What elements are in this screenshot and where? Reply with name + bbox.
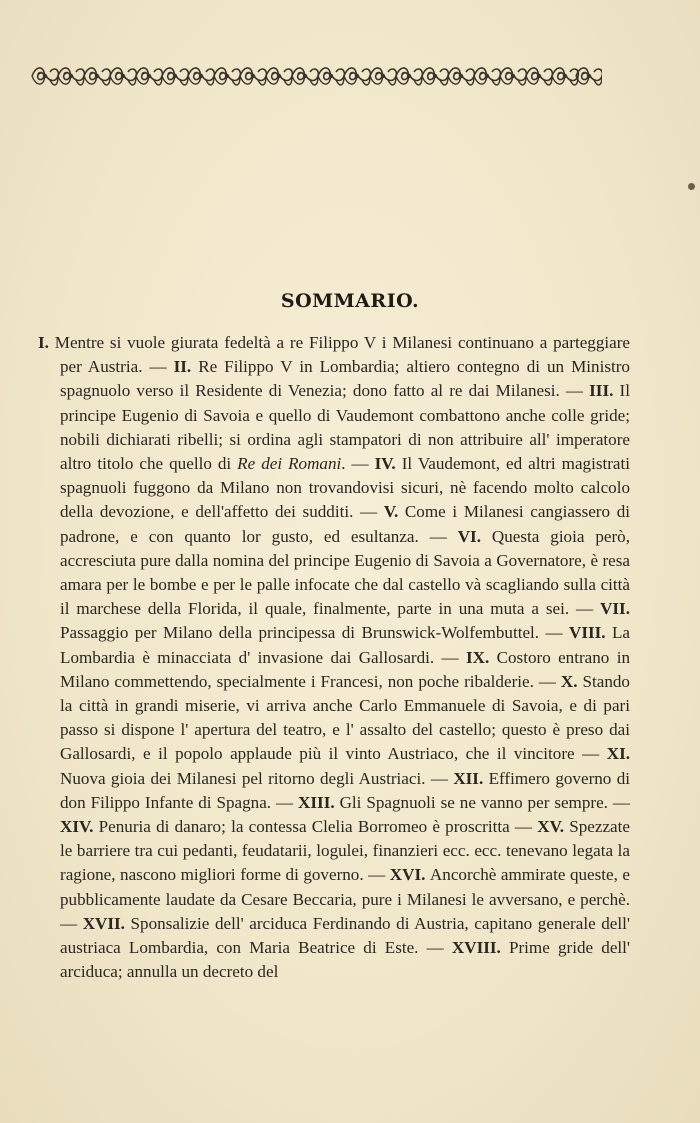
italic-title-text: Re dei Romani	[237, 454, 342, 474]
summary-text: Ancorchè ammirate queste, e pubblicamente laudate da Cesare Beccaria, pure i Milanesi le avversano, e perchè. —	[60, 865, 631, 933]
section-number: XIV.	[60, 817, 99, 837]
section-number: X.	[560, 671, 583, 691]
section-number: II.	[173, 357, 199, 377]
summary-text: Sponsalizie dell' arciduca Ferdinando di Austria, capitano generale dell' austriaca Lombardia, con Maria Beatrice di Este. —	[60, 913, 630, 958]
section-number: VII.	[600, 599, 630, 619]
section-number: XII.	[453, 768, 489, 788]
summary-text: Penuria di danaro; la contessa Clelia Borromeo è proscritta —	[98, 817, 538, 837]
section-number: XI.	[606, 744, 630, 764]
section-number: XIII.	[298, 792, 340, 812]
summary-text: Nuova gioia dei Milanesi pel ritorno degli Austriaci. —	[60, 768, 454, 788]
section-number: XVIII.	[451, 938, 509, 958]
summary-text: Mentre si vuole giurata fedeltà a re Filippo V i Milanesi continuano a parteggiare per Austria. —	[54, 333, 630, 377]
section-number: V.	[383, 502, 405, 522]
section-number: III.	[589, 381, 620, 401]
section-number: IV.	[374, 454, 402, 474]
section-number: VI.	[457, 526, 492, 546]
summary-text: La Lombardia è minacciata d' invasione dai Gallosardi. —	[60, 623, 630, 667]
section-title: SOMMARIO.	[280, 290, 420, 312]
summary-text: Il principe Eugenio di Savoia e quello di Vaudemont combattono anche colle gride; nobili dichiarati ribelli; si ordina agli stampatori di non attribuire all' imperatore altro titolo che quello di	[60, 381, 630, 474]
section-number: I.	[38, 333, 55, 352]
summary-text: Il Vaudemont, ed altri magistrati spagnuoli fuggono da Milano non trovandovisi sicuri, nè facendo molto calcolo della devozione, e dell'affetto dei sudditi. —	[60, 454, 631, 522]
summary-text: Stando la città in grandi miserie, vi arriva anche Carlo Emmanuele di Savoia, e di pari passo si dispone l' apertura del teatro, e l' assalto del castello; questo è preso dai Gallosardi, e il popolo applaude più il vinto Austriaco, che il vincitore —	[60, 671, 630, 764]
summary-text: Come i Milanesi cangiassero di padrone, e con quanto lor gusto, ed esultanza. —	[60, 502, 631, 546]
section-number: XVI.	[389, 865, 430, 885]
summary-text: Re Filippo V in Lombardia; altiero contegno di un Ministro spagnuolo verso il Residente di Venezia; dono fatto al re dai Milanesi. —	[60, 357, 630, 401]
summary-text: Gli Spagnuoli se ne vanno per sempre. —	[339, 792, 630, 812]
section-number: IX.	[465, 647, 497, 667]
summary-text: Prime gride dell' arciduca; annulla un decreto del	[60, 938, 630, 982]
section-number: XV.	[537, 817, 570, 837]
ink-spot-icon	[688, 183, 695, 190]
summary-paragraph	[38, 331, 630, 984]
summary-text: Effimero governo di don Filippo Infante di Spagna. —	[60, 768, 630, 812]
summary-text: Costoro entrano in Milano commettendo, specialmente i Francesi, non poche ribalderie. —	[60, 647, 630, 691]
section-number: XVII.	[82, 913, 131, 933]
summary-text: Spezzate le barriere tra cui pedanti, feudatarii, logulei, finanzieri ecc. ecc. tenevano legata la ragione, nascono migliori forme di governo. —	[60, 817, 630, 885]
ornamental-header-band-icon	[30, 58, 602, 94]
section-number: VIII.	[568, 623, 612, 643]
summary-text: Passaggio per Milano della principessa di Brunswick-Wolfembuttel. —	[60, 623, 569, 643]
summary-text: . —	[341, 454, 375, 474]
summary-text: Questa gioia però, accresciuta pure dalla nomina del principe Eugenio di Savoia a Governatore, è resa amara per le bombe e per le palle infocate che dal castello và scagliando sulla città il marchese della Florida, il quale, finalmente, parte in una muta a sei. —	[60, 526, 631, 619]
